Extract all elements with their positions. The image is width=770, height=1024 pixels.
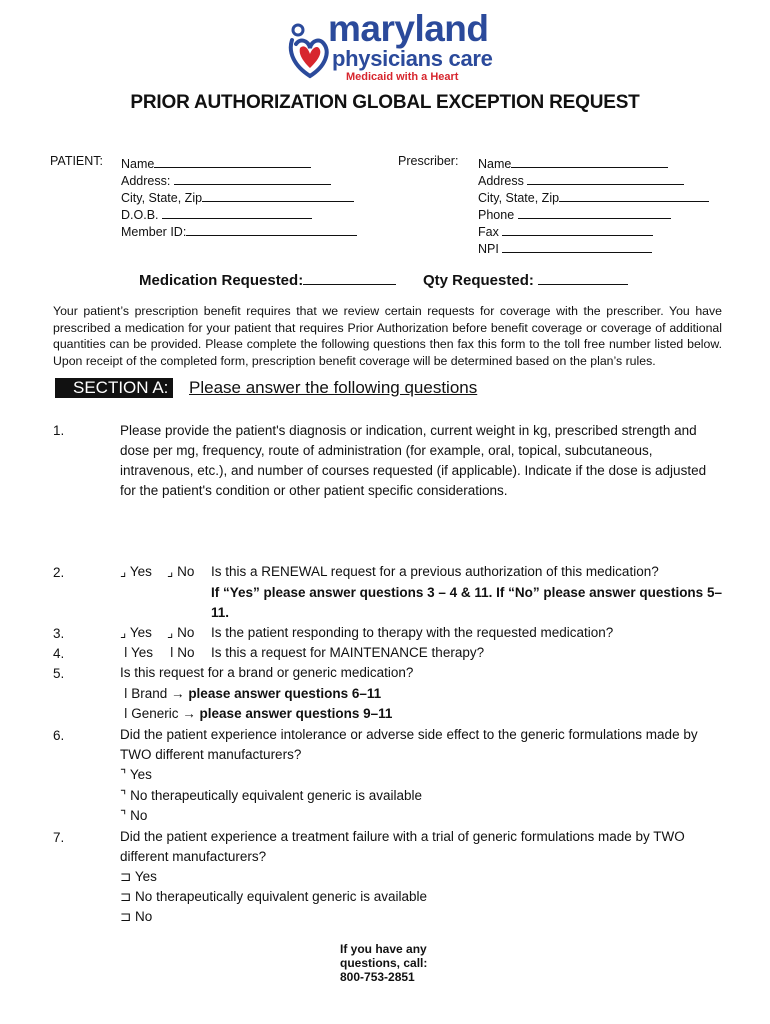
patient-name-field[interactable] (154, 155, 311, 168)
q2-note: If “Yes” please answer questions 3 – 4 & 11. If “No” please answer questions 5– (211, 585, 722, 600)
prescriber-fax-label: Fax (478, 225, 499, 239)
footer-line1: If you have any (340, 942, 427, 956)
prescriber-npi-field[interactable] (502, 240, 652, 253)
q7-text: Did the patient experience a treatment failure with a trial of generic formulations made by TWO (120, 829, 685, 844)
q2-text: Is this a RENEWAL request for a previous authorization of this medication? (211, 564, 659, 579)
intro-paragraph: Your patient’s prescription benefit requires that we review certain requests for coverage with the prescriber. You have prescribed a medication for your patient that requires Prior Authorization before benefit coverage or coverage of additional quantities can be provided. Please complete the following questions then fax this form to the toll free number listed below. Upon receipt of the completed form, prescription benefit coverage will be determined based on the plan’s rules. (53, 304, 722, 368)
q6-option-no[interactable]: ⌝ No (120, 808, 148, 823)
q6-text-cont: TWO different manufacturers? (120, 747, 302, 762)
q3-yes[interactable]: ⌟ Yes (120, 625, 152, 640)
q5-text: Is this request for a brand or generic medication? (120, 665, 414, 680)
q7-number: 7. (53, 830, 65, 845)
q3-text: Is the patient responding to therapy with the requested medication? (211, 625, 614, 640)
q4-no[interactable]: ǀ No (170, 645, 195, 660)
patient-dob-label: D.O.B. (121, 208, 159, 222)
prescriber-phone-field[interactable] (518, 206, 671, 219)
footer-phone: 800-753-2851 (340, 970, 415, 984)
q3-number: 3. (53, 626, 65, 641)
logo-tagline: Medicaid with a Heart (346, 71, 459, 83)
section-heading: Please answer the following questions (189, 378, 478, 397)
patient-address-field[interactable] (174, 172, 331, 185)
q7-option-no-generic[interactable]: ⊐ No therapeutically equivalent generic is available (120, 889, 427, 904)
patient-city-label: City, State, Zip (121, 191, 203, 205)
q5-brand-label: ǀ Brand → (124, 686, 185, 701)
q5-generic-option[interactable] (124, 704, 392, 724)
prescriber-city-field[interactable] (559, 189, 709, 202)
prescriber-name-field[interactable] (511, 155, 668, 168)
q4-text: Is this a request for MAINTENANCE therapy? (211, 645, 485, 660)
q1-number: 1. (53, 423, 65, 438)
prescriber-city-label: City, State, Zip (478, 191, 560, 205)
patient-name-label: Name (121, 157, 155, 171)
logo (286, 8, 516, 86)
logo-line2: physicians care (332, 46, 493, 71)
prescriber-address-field[interactable] (527, 172, 684, 185)
prescriber-name-label: Name (478, 157, 512, 171)
form-title: PRIOR AUTHORIZATION GLOBAL EXCEPTION REQUEST (130, 92, 640, 113)
patient-city-field[interactable] (202, 189, 354, 202)
q5-number: 5. (53, 666, 65, 681)
q1-text: Please provide the patient's diagnosis or indication, current weight in kg, prescribed strength and dose per mg, frequency, route of administration (for example, oral, topical, subcutaneous, intravenous, etc.), and number of courses requested (if applicable). Indicate if the dose is adjusted for the patient's condition or other patient specific considerations. (120, 423, 707, 498)
logo-line1: maryland (328, 8, 489, 49)
medication-requested (139, 270, 396, 289)
qty-requested-field[interactable] (538, 270, 628, 285)
prescriber-phone-label: Phone (478, 208, 515, 222)
prescriber-fax-field[interactable] (502, 223, 653, 236)
patient-member-id-field[interactable] (186, 223, 357, 236)
q5-generic-label: ǀ Generic → (124, 706, 196, 721)
q5-generic-instruction: please answer questions 9–11 (199, 706, 393, 721)
contact-footer (340, 942, 460, 984)
patient-label: PATIENT: (50, 154, 104, 168)
patient-address-label: Address: (121, 174, 171, 188)
qty-requested (423, 270, 628, 289)
q6-text: Did the patient experience intolerance or adverse side effect to the generic formulations made by (120, 727, 698, 742)
patient-fields (121, 155, 357, 240)
q5-brand-option[interactable] (124, 684, 381, 704)
patient-member-id-label: Member ID: (121, 225, 187, 239)
prescriber-label: Prescriber: (398, 154, 459, 168)
q2-number: 2. (53, 565, 65, 580)
heart-person-icon (286, 22, 330, 82)
q4-yes[interactable]: ǀ Yes (124, 645, 154, 660)
section-badge: SECTION A: (55, 378, 173, 398)
footer-line2: questions, call: (340, 956, 428, 970)
q3-no[interactable]: ⌟ No (167, 625, 195, 640)
q2-note-cont: 11. (211, 605, 230, 620)
q7-text-cont: different manufacturers? (120, 849, 267, 864)
prescriber-address-label: Address (478, 174, 524, 188)
q2-yes[interactable]: ⌟ Yes (120, 564, 152, 579)
prescriber-npi-label: NPI (478, 242, 499, 256)
q2-no[interactable]: ⌟ No (167, 564, 195, 579)
prescriber-fields (478, 155, 709, 257)
q5-brand-instruction: please answer questions 6–11 (188, 686, 382, 701)
patient-dob-field[interactable] (162, 206, 312, 219)
q7-option-no[interactable]: ⊐ No (120, 909, 153, 924)
q4-number: 4. (53, 646, 65, 661)
medication-requested-label: Medication Requested: (139, 272, 304, 289)
q6-number: 6. (53, 728, 65, 743)
q6-option-no-generic[interactable]: ⌝ No therapeutically equivalent generic is available (120, 788, 423, 803)
q7-option-yes[interactable]: ⊐ Yes (120, 869, 157, 884)
medication-requested-field[interactable] (303, 270, 396, 285)
q6-option-yes[interactable]: ⌝ Yes (120, 767, 152, 782)
qty-requested-label: Qty Requested: (423, 272, 534, 289)
